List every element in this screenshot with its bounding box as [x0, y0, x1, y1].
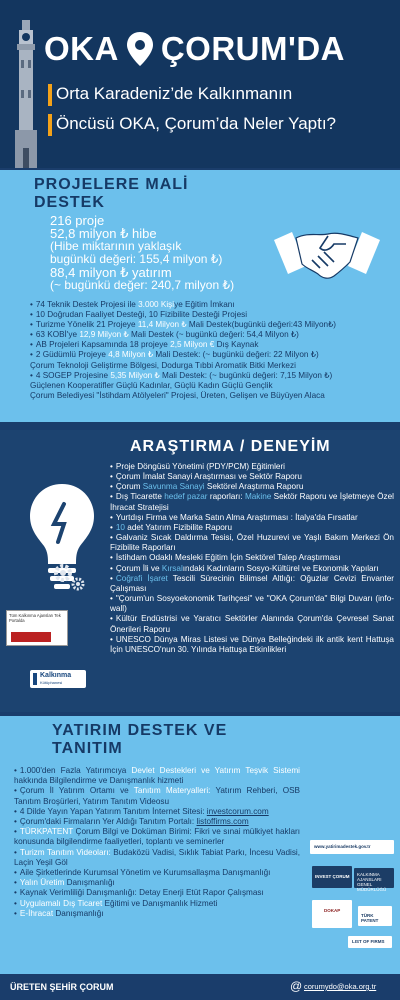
- at-icon: @: [290, 979, 303, 993]
- item-link[interactable]: listoffirms.com: [196, 817, 249, 827]
- section1-title: [34, 176, 188, 212]
- item-text: Mali Destek: (~ bugünkü değeri: 22 Milyon ₺): [153, 350, 319, 360]
- item-text: Çorum Bilgi ve Doküman Birimi: Fikri ve sınai mülkiyet hakları konusunda bilgilendirme faaliyetleri, toplantı ve seminerler: [14, 827, 300, 847]
- item-text: Kaynak Verimliliği Danışmanlığı: Detay Enerji Etüt Rapor Çalışması: [19, 888, 264, 898]
- item-text: Mali Destek(bugünkü değeri:43 Milyon₺): [186, 320, 337, 330]
- brand-right: ÇORUM'DA: [160, 30, 346, 67]
- section1-title-line2: DESTEK: [34, 194, 105, 211]
- item-text: 10 Doğrudan Faaliyet Desteği, 10 Fizibilite Desteği Projesi: [35, 310, 248, 320]
- financial-support-item: [30, 371, 395, 381]
- logo-text: www.yatirimadestek.gov.tr: [314, 844, 371, 849]
- research-item: [110, 553, 394, 563]
- item-text: Budaközü Vadisi, Sıklık Tabiat Parkı, İncesu Vadisi, Laçin Yeşil Göl: [14, 847, 301, 867]
- logo-text: TÜRK PATENT: [361, 913, 379, 923]
- item-text: Çorum Teknoloji Geliştirme Bölgesi, Dodurga Tıbbi Aromatik Bitki Merkezi: [30, 360, 296, 370]
- partner-logos: [308, 836, 396, 976]
- financial-support-item: [30, 320, 395, 330]
- research-list: [110, 462, 394, 655]
- logo-title: Kalkınma: [40, 672, 72, 679]
- investment-item: [14, 888, 300, 898]
- investment-item: [14, 848, 300, 868]
- investment-item: [14, 786, 300, 806]
- financial-support-item: [30, 381, 395, 391]
- financial-support-item: [30, 310, 395, 320]
- item-text: 2 Güdümlü Projeye: [35, 350, 109, 360]
- item-text: Sektörel Araştırma Raporu: [206, 482, 304, 492]
- item-text: Turizm Tanıtım Videoları:: [19, 847, 114, 857]
- research-item: [110, 513, 394, 523]
- kalkinma-library-logo: [30, 670, 86, 688]
- item-text: Makine: [244, 492, 274, 502]
- item-text: Eğitimi ve Danışmanlık Hizmeti: [104, 898, 218, 908]
- item-text: Sektör Raporu ve İşletmeye Özel İhracat Stratejisi: [110, 492, 394, 512]
- footer-email-link[interactable]: corumydo@oka.org.tr: [304, 982, 377, 991]
- item-text: 10: [115, 522, 128, 532]
- item-text: 12,9 Milyon ₺: [79, 330, 129, 340]
- investment-item: [14, 827, 300, 847]
- handshake-icon: [272, 214, 382, 294]
- item-text: 11,4 Milyon ₺: [137, 320, 187, 330]
- listoffirms-logo: [348, 936, 392, 948]
- logo-text: LIST OF FIRMS: [352, 939, 385, 944]
- figure-line: bugünkü değeri: 155,4 milyon ₺): [50, 252, 223, 266]
- item-text: raporları:: [209, 492, 245, 502]
- figure-line: (~ bugünkü değer: 240,7 milyon ₺): [50, 278, 235, 292]
- item-text: Yatırım Rehberi, OSB Tanıtım Broşürleri, Yatırım Tanıtım Videosu: [14, 786, 300, 806]
- item-text: Mali Destek: (~ bugünkü değeri: 7,15 Milyon ₺): [159, 370, 333, 380]
- investment-item: [14, 878, 300, 888]
- item-text: Yurtdışı Firma ve Marka Satın Alma Araştırması : İtalya'da Fırsatlar: [115, 512, 358, 522]
- logo-text: DOKAP: [324, 908, 341, 913]
- book-text: Tüm Kalkınma Ajansları Tek Portalda: [9, 613, 61, 623]
- item-text: ye Eğitim İmkanı: [174, 300, 235, 309]
- item-text: Uygulamalı Dış Ticaret: [19, 898, 105, 908]
- research-item: [110, 574, 394, 594]
- figure-line: 88,4 milyon ₺ yatırım: [50, 265, 172, 280]
- item-text: Dış Kaynak: [216, 340, 259, 350]
- item-text: Çorum Belediyesi "İstihdam Atölyeleri" Projesi, Üreten, Gelişen ve Büyüyen Alaca: [30, 390, 325, 400]
- section3-title-line1: YATIRIM DESTEK VE: [52, 722, 228, 739]
- item-text: 4 Dilde Yayın Yapan Yatırım Tanıtım İnternet Sitesi:: [19, 806, 207, 816]
- item-text: Danışmanlığı: [55, 908, 104, 918]
- financial-support-item: [30, 361, 395, 371]
- item-text: adet Yatırım Fizibilite Raporu: [127, 522, 233, 532]
- financial-support-item: [30, 350, 395, 360]
- item-text: Tescili Sürecinin Bilimsel Altlığı: Oğuzlar Cevizi Envanter Çalışması: [110, 573, 394, 593]
- item-text: Turizme Yönelik 21 Projeye: [35, 320, 138, 330]
- subtitle-line1: Orta Karadeniz’de Kalkınmanın: [56, 84, 293, 103]
- item-text: 74 Teknik Destek Projesi ile: [35, 300, 139, 309]
- section3-title-line2: TANITIM: [52, 740, 123, 757]
- figure-line: 52,8 milyon ₺ hibe: [50, 226, 157, 241]
- research-item: [110, 533, 394, 553]
- footer-slogan: ÜRETEN ŞEHİR ÇORUM: [10, 982, 114, 992]
- figure-line: 216 proje: [50, 213, 105, 228]
- item-text: 4,8 Milyon ₺: [108, 350, 154, 360]
- research-item: [110, 594, 394, 614]
- financial-support-item: [30, 340, 395, 350]
- logo-text: INVEST ÇORUM: [315, 874, 350, 879]
- item-text: Danışmanlığı: [66, 878, 115, 888]
- item-text: Çorum'daki Firmaların Yer Aldığı Tanıtım Portalı:: [19, 817, 197, 827]
- item-text: Güçlenen Kooperatifler Güçlü Kadınlar, Güçlü Kadın Güçlü Gençlik: [30, 380, 273, 390]
- item-text: Proje Döngüsü Yönetimi (PDY/PCM) Eğitimleri: [115, 462, 285, 471]
- item-text: Çorum: [115, 482, 143, 492]
- item-text: "Çorum'un Sosyoekonomik Tarihçesi" ve "OKA Çorum'da" Bilgi Duvarı (info-wall): [110, 594, 394, 614]
- investment-item: [14, 899, 300, 909]
- research-item: [110, 472, 394, 482]
- item-text: 5,35 Milyon ₺: [110, 370, 160, 380]
- invest-corum-logo: [312, 866, 352, 888]
- item-text: hakkında Bilgilendirme ve Danışmanlık hizmeti: [14, 776, 184, 786]
- item-text: Kırsal: [161, 563, 183, 573]
- item-text: Tanıtım Materyalleri:: [133, 786, 216, 796]
- section3-title: [52, 722, 227, 758]
- yatirimadestek-logo: [310, 840, 394, 854]
- research-item: [110, 492, 394, 512]
- item-text: TÜRKPATENT: [19, 827, 76, 837]
- item-text: hedef pazar: [164, 492, 210, 502]
- research-item: [110, 523, 394, 533]
- logo-text: KALKINMA AJANSLARI GENEL MÜDÜRLÜĞÜ: [357, 872, 387, 892]
- brand-title: [44, 30, 345, 68]
- investment-item: [14, 766, 300, 786]
- portal-book-image: [6, 610, 68, 646]
- item-text: AB Projeleri Kapsamında 18 projeye: [35, 340, 171, 350]
- item-text: Mali Destek (~ bugünkü değeri: 54,4 Milyon ₺): [128, 330, 299, 340]
- figure-line: (Hibe miktarının yaklaşık: [50, 239, 182, 253]
- gear-icon: [70, 576, 86, 592]
- item-text: Çorum İmalat Sanayi Araştırması ve Sektör Raporu: [115, 472, 302, 482]
- turkpatent-logo: [358, 906, 392, 926]
- location-pin-icon: [125, 31, 155, 67]
- footer: [0, 974, 400, 1000]
- item-text: Devlet Destekleri ve Yatırım Teşvik Sistemi: [131, 766, 301, 775]
- item-text: Galvaniz Sıcak Daldırma Tesisi, Özel Huzurevi ve Yaşlı Bakım Merkezi Ön Fizibilite Raporları: [110, 533, 394, 553]
- item-text: Kültür Endüstrisi ve Yaratıcı Sektörler Alanında Çorum'da Çevresel Sanat Önerileri Raporu: [110, 614, 394, 634]
- item-text: Aile Şirketlerinde Kurumsal Yönetim ve Kurumsallaşma Danışmanlığı: [19, 868, 271, 878]
- research-item: [110, 564, 394, 574]
- dokap-logo: [312, 900, 352, 928]
- investment-item: [14, 909, 300, 919]
- financial-support-item: [30, 330, 395, 340]
- item-text: Savunma Sanayi: [142, 482, 207, 492]
- accent-bar: [48, 84, 52, 106]
- section1-title-line1: PROJELERE MALİ: [34, 176, 189, 193]
- item-text: Çorum İli ve: [115, 563, 162, 573]
- item-text: Coğrafi İşaret: [115, 573, 173, 583]
- item-text: 1.000'den Fazla Yatırımcıya: [19, 766, 132, 775]
- book-cover-band: [11, 632, 51, 642]
- research-item: [110, 614, 394, 634]
- financial-support-item: [30, 300, 395, 310]
- item-text: 4 SOGEP Projesine: [35, 370, 111, 380]
- research-item: [110, 482, 394, 492]
- item-text: 3.000 Kişi: [138, 300, 175, 309]
- figures-block: [50, 214, 250, 292]
- research-item: [110, 635, 394, 655]
- investment-item: [14, 807, 300, 817]
- item-text: Dış Ticarette: [115, 492, 165, 502]
- investment-item: [14, 817, 300, 827]
- logo-subtitle: Kütüphanesi: [40, 680, 63, 685]
- logo-mark: [33, 673, 37, 685]
- section-investment: [0, 716, 400, 974]
- clock-tower-icon: [10, 20, 42, 168]
- research-item: [110, 462, 394, 472]
- financial-support-item: [30, 391, 395, 401]
- item-text: 2,5 Milyon €: [170, 340, 217, 350]
- brand-left: OKA: [44, 30, 119, 67]
- ministry-logo: [354, 868, 394, 892]
- item-text: İstihdam Odaklı Mesleki Eğitim İçin Sektörel Talep Araştırması: [115, 553, 341, 563]
- accent-bar: [48, 114, 52, 136]
- item-text: Çorum İl Yatırım Ortamı ve: [19, 786, 134, 796]
- item-link[interactable]: investcorum.com: [206, 806, 269, 816]
- investment-item: [14, 868, 300, 878]
- section-financial-support: [0, 170, 400, 422]
- item-text: ındaki Kadınların Sosyo-Kültürel ve Ekonomik Yapıları: [182, 563, 379, 573]
- item-text: Yalın Üretim: [19, 878, 67, 888]
- financial-support-list: [30, 300, 395, 401]
- subtitle-line2: Öncüsü OKA, Çorum’da Neler Yaptı?: [56, 114, 337, 133]
- investment-list: [14, 766, 300, 919]
- header: [0, 0, 400, 168]
- item-text: 63 KOBİ'ye: [35, 330, 80, 340]
- section2-title: ARAŞTIRMA / DENEYİM: [130, 438, 331, 455]
- item-text: UNESCO Dünya Miras Listesi ve Dünya Belleğindeki ilk antik kent Hattuşa İçin UNESCO'nun 30. Yılında Hattuşa Etkinlikleri: [110, 634, 394, 654]
- item-text: E-İhracat: [19, 908, 56, 918]
- section-research: [0, 430, 400, 712]
